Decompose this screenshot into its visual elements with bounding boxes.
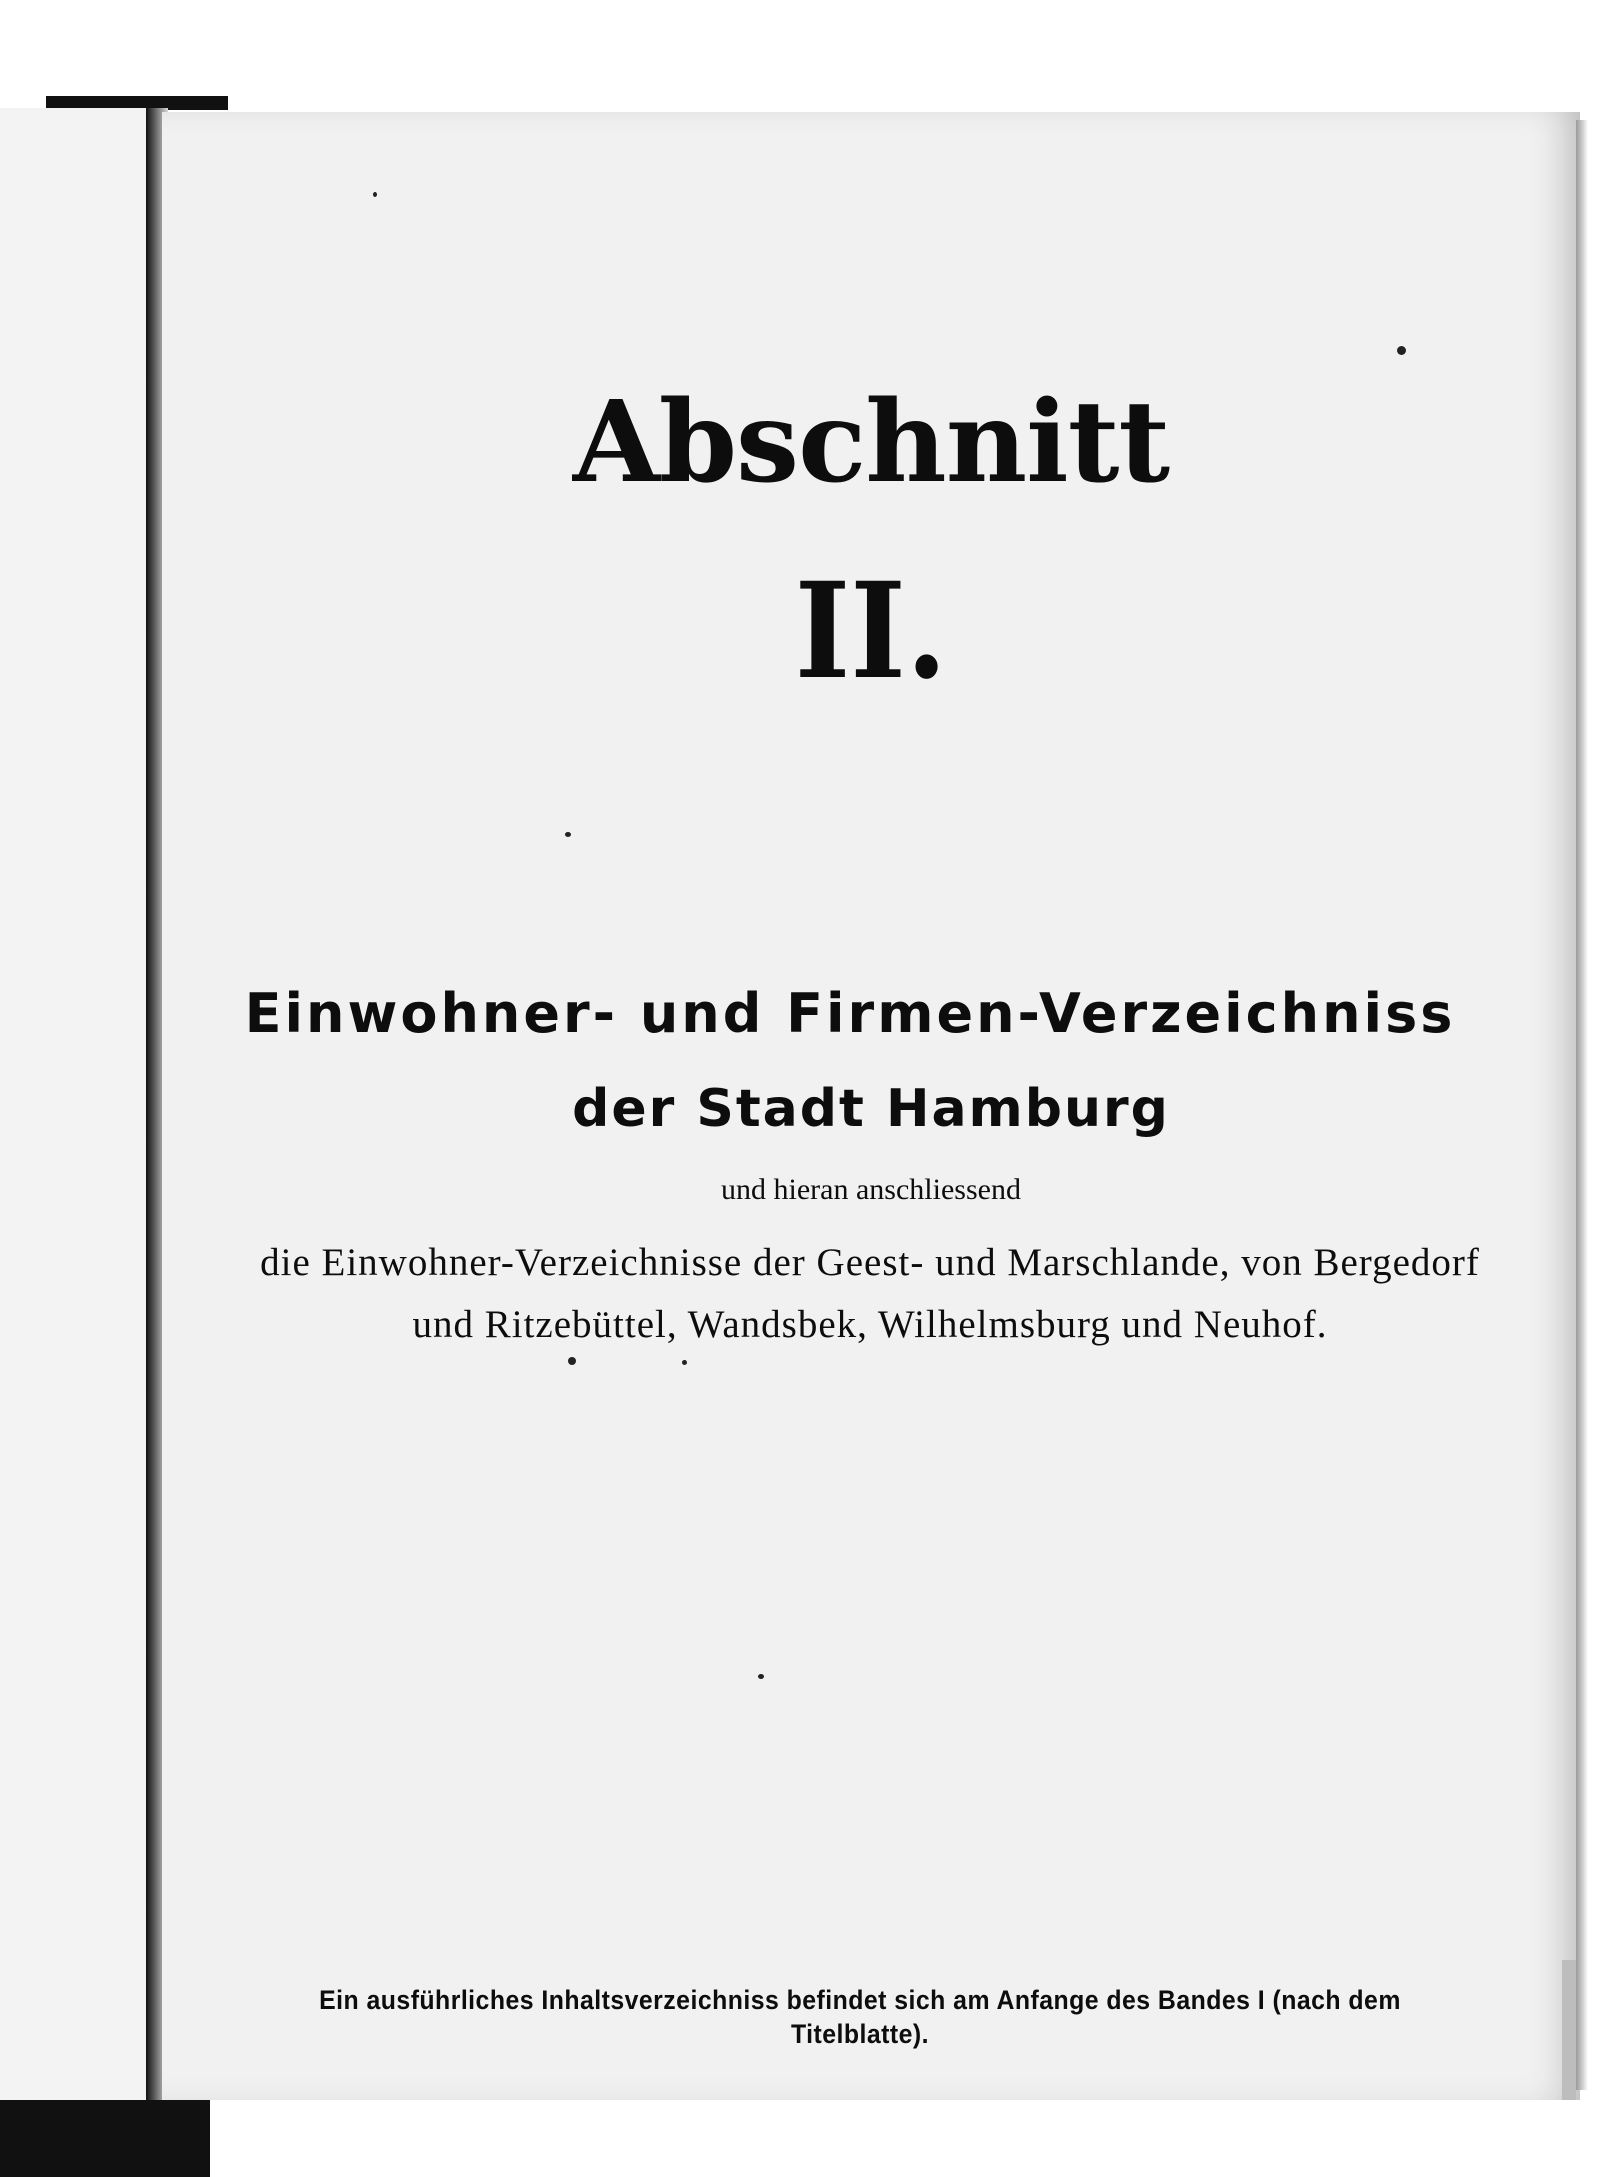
left-facing-page <box>0 108 156 2103</box>
description-line-1: die Einwohner-Verzeichnisse der Geest- und Marschlande, von Bergedorf <box>260 1241 1480 1284</box>
ink-speck <box>1397 346 1406 355</box>
section-numeral: II. <box>794 554 948 709</box>
page-edge-corner <box>1562 1960 1576 2100</box>
ink-speck <box>758 1674 764 1679</box>
directory-title-line-1: Einwohner- und Firmen-Verzeichniss <box>244 982 1456 1045</box>
description-line-2: und Ritzebüttel, Wandsbek, Wilhelmsburg und Neuhof. <box>412 1303 1328 1346</box>
description <box>220 1232 1520 1356</box>
ink-speck <box>565 832 571 837</box>
binding-edge-bottom <box>0 2100 210 2177</box>
directory-title-line-2: der Stadt Hamburg <box>572 1079 1170 1139</box>
ink-speck <box>568 1357 576 1365</box>
footnote: Ein ausführliches Inhaltsverzeichniss befindet sich am Anfange des Bandes I (nach dem Titelblatte). <box>319 1985 1401 2049</box>
subtitle: und hieran anschliessend <box>721 1173 1021 1206</box>
ink-speck <box>373 192 377 197</box>
ink-speck <box>682 1360 687 1365</box>
section-heading: Abschnitt <box>572 377 1170 508</box>
